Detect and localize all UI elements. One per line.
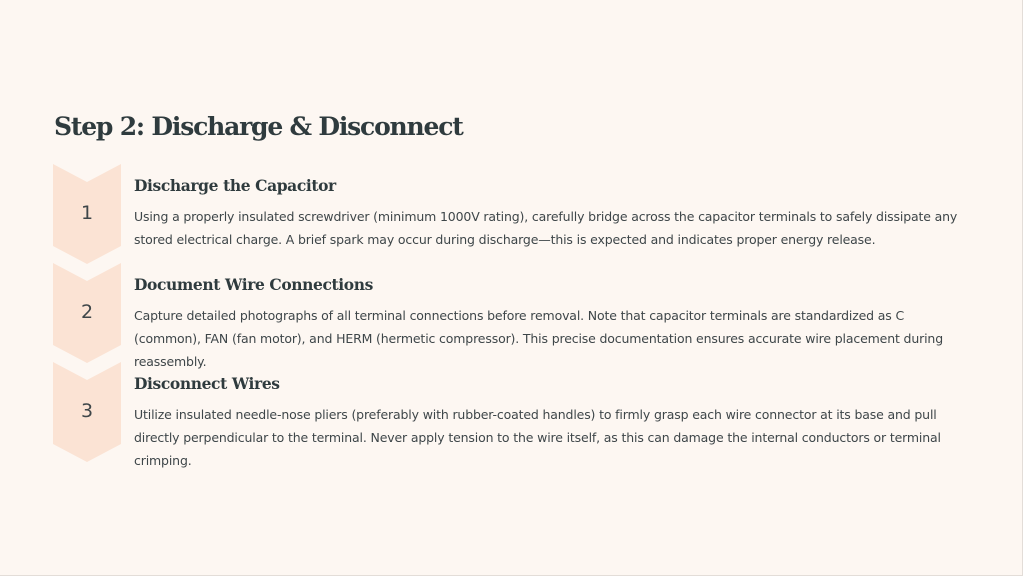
- step-description: Utilize insulated needle-nose pliers (preferably with rubber-coated handles) to firmly grasp each wire connector at its base and pull directly perpendicular to the terminal. Never apply tension to the wire itself, as this can damage the internal conductors or terminal crimping.: [134, 407, 941, 468]
- step-item-3: [53, 362, 973, 468]
- step-number: 3: [80, 400, 94, 422]
- page-title: Step 2: Discharge & Disconnect: [54, 112, 463, 141]
- step-heading: Document Wire Connections: [134, 275, 373, 294]
- step-heading: Discharge the Capacitor: [134, 176, 336, 195]
- step-description: Capture detailed photographs of all terminal connections before removal. Note that capacitor terminals are standardized as C (common), FAN (fan motor), and HERM (hermetic compressor). This precise documentation ensures accurate wire placement during reassembly.: [134, 308, 943, 369]
- step-item-1: [53, 164, 973, 264]
- step-number: 1: [80, 202, 94, 224]
- step-heading: Disconnect Wires: [134, 374, 280, 393]
- step-description: Using a properly insulated screwdriver (minimum 1000V rating), carefully bridge across the capacitor terminals to safely dissipate any stored electrical charge. A brief spark may occur during discharge—this is expected and indicates proper energy release.: [134, 209, 958, 247]
- step-number: 2: [80, 301, 94, 323]
- step-item-2: [53, 263, 973, 369]
